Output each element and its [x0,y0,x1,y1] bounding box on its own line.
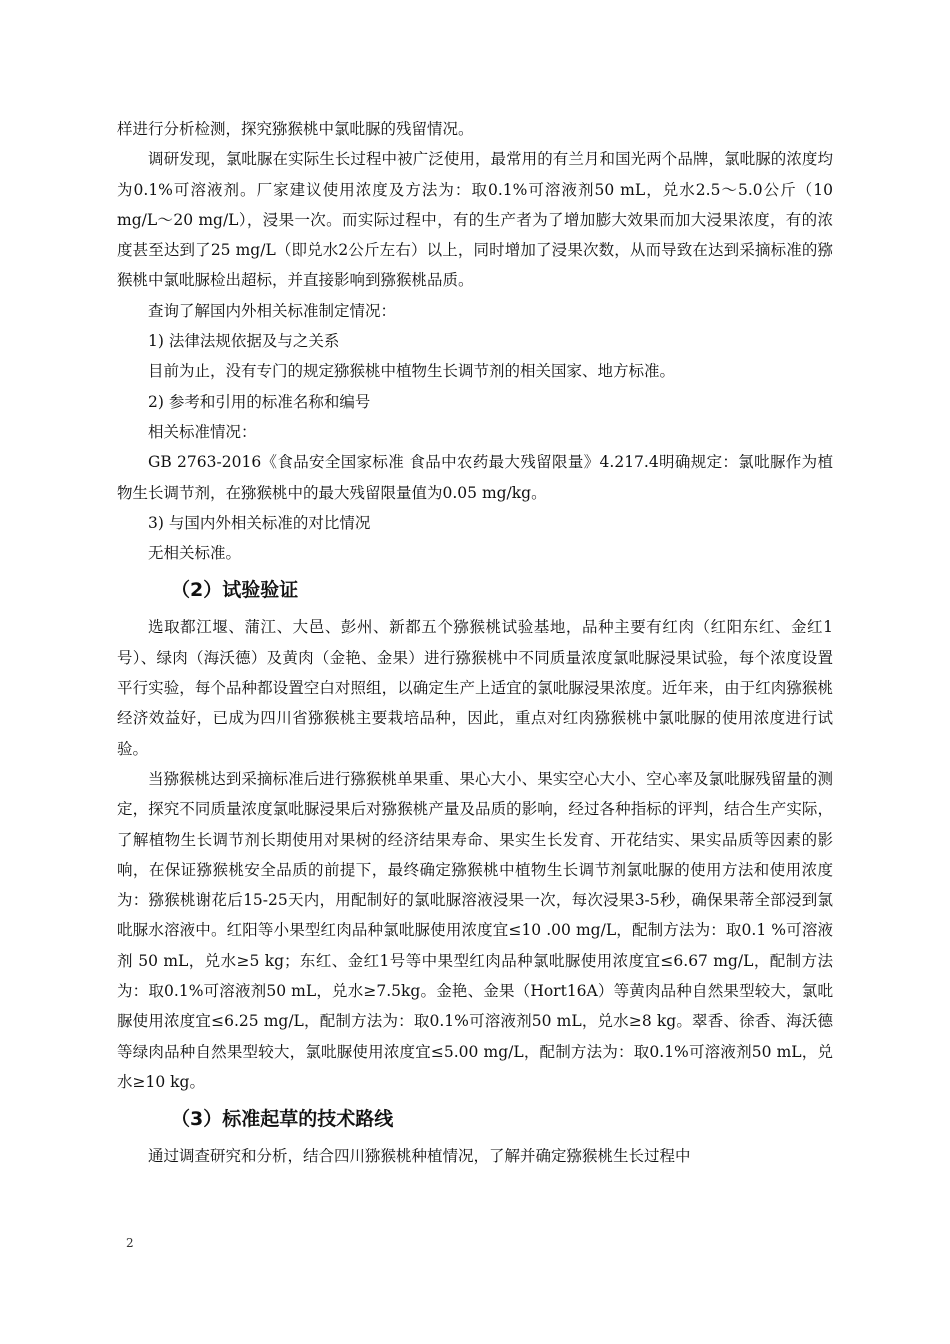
paragraph: 目前为止，没有专门的规定猕猴桃中植物生长调节剂的相关国家、地方标准。 [148,362,676,381]
paragraph: 通过调查研究和分析，结合四川猕猴桃种植情况，了解并确定猕猴桃生长过程中 [148,1147,691,1166]
paragraph: 2) 参考和引用的标准名称和编号 [148,392,371,411]
section-1-text [117,114,833,568]
document-body [117,114,833,1172]
heading-technical-route: （3）标准起草的技术路线 [171,1108,394,1131]
paragraph: GB 2763-2016《食品安全国家标准 食品中农药最大残留限量》4.217.4明确规定：氯吡脲作为植物生长调节剂，在猕猴桃中的最大残留限量值为0.05 mg/kg。 [117,453,833,502]
page-number: 2 [126,1236,134,1250]
paragraph: 无相关标准。 [148,544,242,563]
paragraph: 查询了解国内外相关标准制定情况： [148,301,397,320]
paragraph: 选取都江堰、蒲江、大邑、彭州、新都五个猕猴桃试验基地，品种主要有红肉（红阳东红、金红1号）、绿肉（海沃德）及黄肉（金艳、金果）进行猕猴桃中不同质量浓度氯吡脲浸果试验，每个浓度设置平行实验，每个品种都设置空白对照组，以确定生产上适宜的氯吡脲浸果浓度。近年来，由于红肉猕猴桃经济效益好，已成为四川省猕猴桃主要栽培品种，因此，重点对红肉猕猴桃中氯吡脲的使用浓度进行试验。 [117,618,833,758]
paragraph: 1) 法律法规依据及与之关系 [148,332,340,351]
paragraph: 相关标准情况： [148,422,257,441]
paragraph: 样进行分析检测，探究猕猴桃中氯吡脲的残留情况。 [117,120,474,138]
paragraph: 3) 与国内外相关标准的对比情况 [148,513,371,532]
heading-test-verification: （2）试验验证 [171,579,299,602]
paragraph: 调研发现，氯吡脲在实际生长过程中被广泛使用，最常用的有兰月和国光两个品牌，氯吡脲的浓度均为0.1%可溶液剂。厂家建议使用浓度及方法为：取0.1%可溶液剂50 mL，兑水2.5～5.0公斤（10 mg/L～20 mg/L），浸果一次。而实际过程中，有的生产者为了增加膨大效果而加大浸果浓度，有的浓度甚至达到了25 mg/L（即兑水2公斤左右）以上，同时增加了浸果次数，从而导致在达到采摘标准的猕猴桃中氯吡脲检出超标，并直接影响到猕猴桃品质。 [117,150,833,290]
section-3-text [117,1141,833,1171]
paragraph: 当猕猴桃达到采摘标准后进行猕猴桃单果重、果心大小、果实空心大小、空心率及氯吡脲残留量的测定，探究不同质量浓度氯吡脲浸果后对猕猴桃产量及品质的影响，经过各种指标的评判，结合生产实际，了解植物生长调节剂长期使用对果树的经济结果寿命、果实生长发育、开花结实、果实品质等因素的影响，在保证猕猴桃安全品质的前提下，最终确定猕猴桃中植物生长调节剂氯吡脲的使用方法和使用浓度为：猕猴桃谢花后15-25天内，用配制好的氯吡脲溶液浸果一次，每次浸果3-5秒，确保果蒂全部浸到氯吡脲水溶液中。红阳等小果型红肉品种氯吡脲使用浓度宜≤10 .00 mg/L，配制方法为：取0.1 %可溶液剂 50 mL，兑水≥5 kg；东红、金红1号等中果型红肉品种氯吡脲使用浓度宜≤6.67 mg/L，配制方法为：取0.1%可溶液剂50 mL，兑水≥7.5kg。金艳、金果（Hort16A）等黄肉品种自然果型较大，氯吡脲使用浓度宜≤6.25 mg/L，配制方法为：取0.1%可溶液剂50 mL，兑水≥8 kg。翠香、徐香、海沃德等绿肉品种自然果型较大，氯吡脲使用浓度宜≤5.00 mg/L，配制方法为：取0.1%可溶液剂50 mL，兑水≥10 kg。 [117,769,833,1091]
section-2-text [117,612,833,1097]
